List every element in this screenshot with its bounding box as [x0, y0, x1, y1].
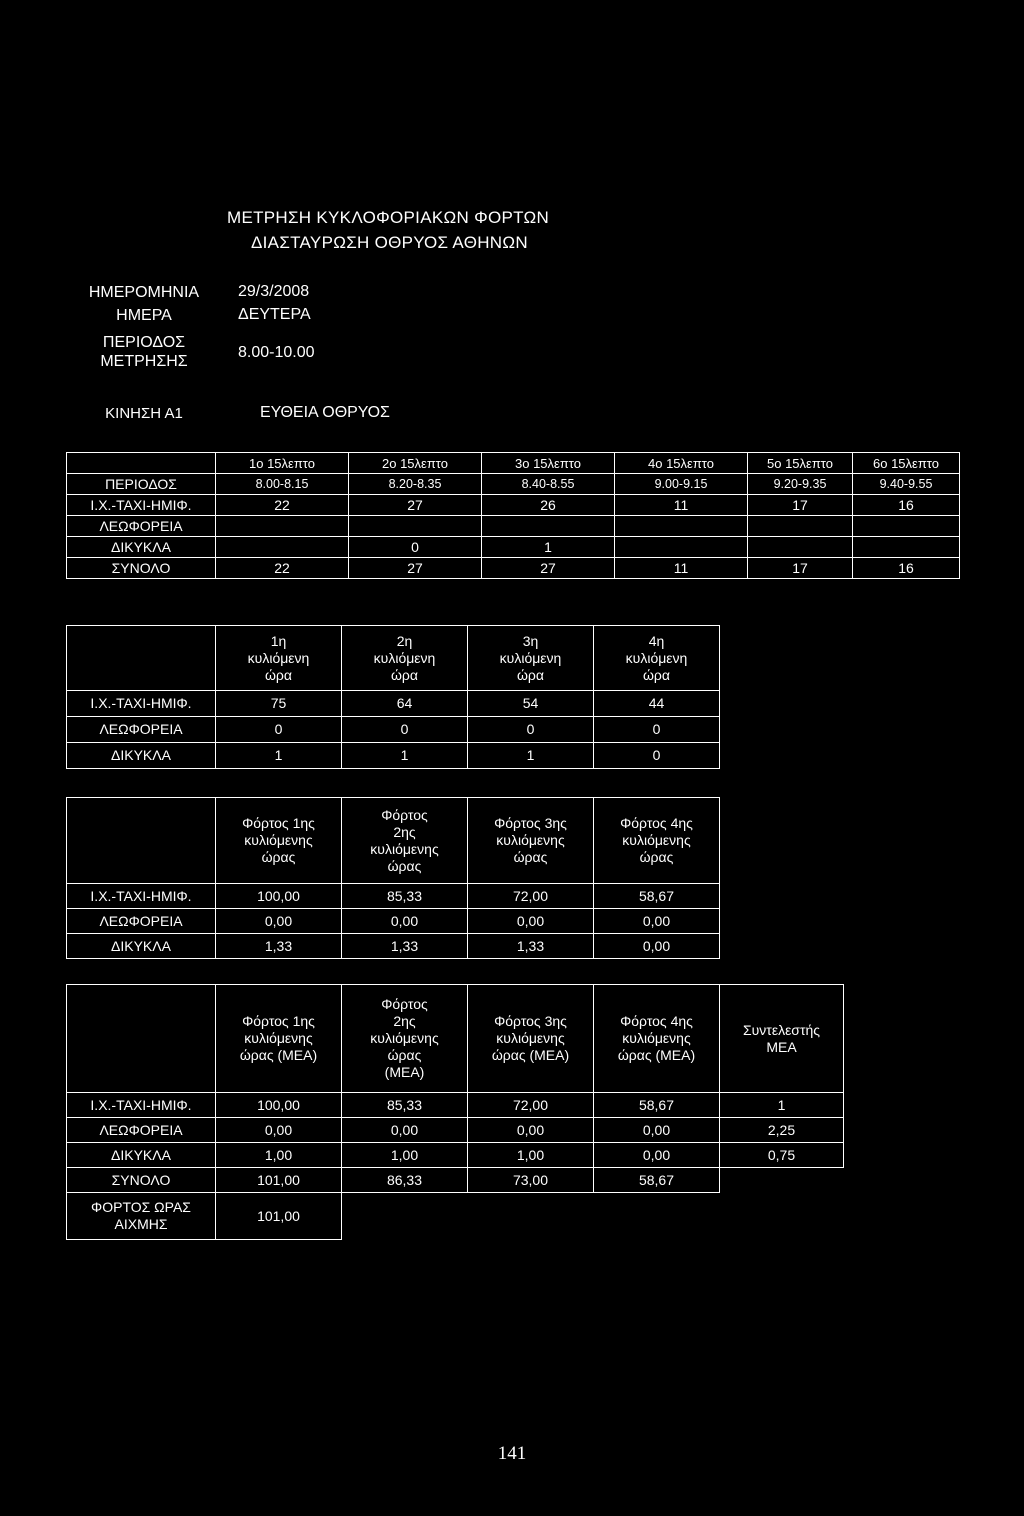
table-cell [482, 516, 615, 537]
table-cell: 9.00-9.15 [615, 474, 748, 495]
header-line: κυλιόμενη [247, 649, 310, 666]
table-cell: 1 [482, 537, 615, 558]
row-label: ΔΙΚΥΚΛΑ [67, 1143, 216, 1168]
table-cell: 0 [216, 717, 342, 743]
table-cell: 1,00 [216, 1143, 342, 1168]
header-empty [67, 626, 216, 691]
header-line: 3η [522, 632, 539, 649]
table-cell: 9.40-9.55 [853, 474, 960, 495]
header-cell [468, 985, 594, 1093]
header-line: ώρας [387, 1047, 422, 1063]
header-line: Φόρτος 1ης [242, 1013, 315, 1029]
blank-cell [594, 1193, 720, 1240]
blank-cell [720, 1193, 844, 1240]
header-line: Φόρτος 1ης [242, 815, 315, 831]
table-cell: 54 [468, 691, 594, 717]
header-line: ώρας (ΜΕΑ) [491, 1047, 570, 1063]
table-cell: 0 [468, 717, 594, 743]
period-label-line2: ΜΕΤΡΗΣΗΣ [100, 353, 188, 370]
table-cell: 73,00 [468, 1168, 594, 1193]
table-cell: 1 [720, 1093, 844, 1118]
header-cell [342, 798, 468, 884]
table-cell: 0,00 [594, 1118, 720, 1143]
row-label: ΛΕΩΦΟΡΕΙΑ [67, 717, 216, 743]
table-row [67, 884, 720, 909]
table-cell: 1,33 [216, 934, 342, 959]
header-empty [67, 985, 216, 1093]
header-line: κυλιόμενης [370, 840, 439, 857]
header-line: Φόρτος 4ης [620, 815, 693, 831]
peak-hour-label [67, 1193, 216, 1240]
header-line: κυλιόμενης [370, 1030, 439, 1046]
table-header-row [67, 798, 720, 884]
header-cell [468, 798, 594, 884]
peak-label-line: ΦΟΡΤΟΣ ΩΡΑΣ [91, 1199, 191, 1215]
table-cell: 0,00 [216, 1118, 342, 1143]
period-label-line1: ΠΕΡΙΟΔΟΣ [102, 334, 186, 351]
table-cell [216, 516, 349, 537]
header-empty [67, 798, 216, 884]
header-cell: 4ο 15λεπτο [615, 453, 748, 474]
table-cell: 17 [748, 495, 853, 516]
table-header-row [67, 985, 844, 1093]
table-row [67, 537, 960, 558]
movement-value: ΕΥΘΕΙΑ ΟΘΡΥΟΣ [260, 404, 390, 421]
header-cell [594, 798, 720, 884]
table-row [67, 1168, 844, 1193]
header-cell: 3ο 15λεπτο [482, 453, 615, 474]
table-cell: 8.00-8.15 [216, 474, 349, 495]
table-cell: 8.40-8.55 [482, 474, 615, 495]
header-line: ώρας [513, 849, 548, 865]
table-cell: 11 [615, 495, 748, 516]
header-line: κυλιόμενης [496, 832, 565, 848]
page-number: 141 [497, 1443, 527, 1464]
table-cell: 1,00 [468, 1143, 594, 1168]
table-row [67, 717, 720, 743]
header-line: Συντελεστής [742, 1021, 821, 1038]
header-line: 2ης [393, 1013, 416, 1029]
table-header-row [67, 626, 720, 691]
header-cell: 2ο 15λεπτο [349, 453, 482, 474]
table-row [67, 1193, 844, 1240]
header-line: Φόρτος 3ης [494, 1013, 567, 1029]
table-row [67, 516, 960, 537]
header-line: ώρας (ΜΕΑ) [617, 1047, 696, 1063]
table-cell: 27 [482, 558, 615, 579]
table-row [67, 743, 720, 769]
table-cell: 1 [342, 743, 468, 769]
table-cell: 17 [748, 558, 853, 579]
peak-hour-value: 101,00 [216, 1193, 342, 1240]
table-cell: 0,00 [468, 1118, 594, 1143]
day-label: ΗΜΕΡΑ [116, 307, 172, 324]
table-cell [748, 516, 853, 537]
table-row [67, 691, 720, 717]
header-line: 1η [270, 632, 287, 649]
header-line: κυλιόμενης [244, 1030, 313, 1046]
header-line: ΜΕΑ [766, 1038, 797, 1055]
row-label: Ι.Χ.-ΤΑΧΙ-ΗΜΙΦ. [67, 691, 216, 717]
table-cell [853, 537, 960, 558]
table-row [67, 934, 720, 959]
header-line: Φόρτος [381, 806, 428, 823]
header-line: 2ης [393, 823, 416, 840]
row-label: ΛΕΩΦΟΡΕΙΑ [67, 516, 216, 537]
header-line: κυλιόμενη [499, 649, 562, 666]
table-cell: 72,00 [468, 1093, 594, 1118]
header-empty [67, 453, 216, 474]
row-label: ΔΙΚΥΚΛΑ [67, 743, 216, 769]
header-cell: 1ο 15λεπτο [216, 453, 349, 474]
table-cell [615, 537, 748, 558]
table-cell: 0,75 [720, 1143, 844, 1168]
table-cell: 58,67 [594, 1093, 720, 1118]
period-label [72, 333, 216, 371]
table-cell: 101,00 [216, 1168, 342, 1193]
quarter-hour-table [66, 452, 960, 579]
table-row [67, 909, 720, 934]
peak-label-line: ΑΙΧΜΗΣ [114, 1216, 168, 1232]
header-line: ώρας (ΜΕΑ) [239, 1047, 318, 1063]
row-label: Ι.Χ.-ΤΑΧΙ-ΗΜΙΦ. [67, 1093, 216, 1118]
header-cell [216, 626, 342, 691]
table-cell: 0,00 [216, 909, 342, 934]
row-label: ΣΥΝΟΛΟ [67, 558, 216, 579]
header-line: ώρας [387, 857, 422, 874]
table-cell: 22 [216, 558, 349, 579]
table-cell [615, 516, 748, 537]
table-cell [748, 537, 853, 558]
table-cell: 0,00 [468, 909, 594, 934]
table-cell: 58,67 [594, 884, 720, 909]
table-cell: 100,00 [216, 884, 342, 909]
table-cell: 1 [216, 743, 342, 769]
table-cell: 1 [468, 743, 594, 769]
header-line: κυλιόμενης [496, 1030, 565, 1046]
header-cell [468, 626, 594, 691]
row-label: ΠΕΡΙΟΔΟΣ [67, 474, 216, 495]
table-cell: 1,33 [468, 934, 594, 959]
header-line: ώρα [643, 666, 670, 683]
table-row [67, 474, 960, 495]
period-value: 8.00-10.00 [238, 344, 315, 361]
table-row [67, 1093, 844, 1118]
table-row [67, 495, 960, 516]
header-cell [594, 626, 720, 691]
table-cell: 16 [853, 495, 960, 516]
header-cell: 6ο 15λεπτο [853, 453, 960, 474]
table-cell [349, 516, 482, 537]
header-cell [216, 798, 342, 884]
header-line: κυλιόμενη [373, 649, 436, 666]
table-cell: 2,25 [720, 1118, 844, 1143]
document-title-line1: ΜΕΤΡΗΣΗ ΚΥΚΛΟΦΟΡΙΑΚΩΝ ΦΟΡΤΩΝ [227, 208, 550, 227]
table-cell: 0,00 [594, 934, 720, 959]
table-cell: 16 [853, 558, 960, 579]
row-label: ΔΙΚΥΚΛΑ [67, 537, 216, 558]
table-cell: 0,00 [342, 1118, 468, 1143]
header-line: κυλιόμενης [622, 832, 691, 848]
date-value: 29/3/2008 [238, 283, 310, 300]
table-cell: 0 [342, 717, 468, 743]
table-cell: 100,00 [216, 1093, 342, 1118]
table-cell: 0,00 [594, 1143, 720, 1168]
header-cell [216, 985, 342, 1093]
header-line: κυλιόμενη [625, 649, 688, 666]
row-label: Ι.Χ.-ΤΑΧΙ-ΗΜΙΦ. [67, 495, 216, 516]
blank-cell [468, 1193, 594, 1240]
header-line: Φόρτος 4ης [620, 1013, 693, 1029]
table-cell: 11 [615, 558, 748, 579]
row-label: ΛΕΩΦΟΡΕΙΑ [67, 909, 216, 934]
table-cell: 58,67 [594, 1168, 720, 1193]
header-line: ώρα [517, 666, 544, 683]
table-cell: 0,00 [342, 909, 468, 934]
pce-load-table [66, 984, 844, 1240]
header-cell [594, 985, 720, 1093]
header-cell [342, 985, 468, 1093]
table-cell: 1,00 [342, 1143, 468, 1168]
table-cell: 26 [482, 495, 615, 516]
table-header-row [67, 453, 960, 474]
table-cell: 72,00 [468, 884, 594, 909]
blank-cell [342, 1193, 468, 1240]
table-cell: 0,00 [594, 909, 720, 934]
date-label: ΗΜΕΡΟΜΗΝΙΑ [88, 284, 200, 301]
header-line: ώρας [639, 849, 674, 865]
table-row [67, 1118, 844, 1143]
rolling-hour-table [66, 625, 720, 769]
table-cell: 9.20-9.35 [748, 474, 853, 495]
table-cell: 75 [216, 691, 342, 717]
header-line: κυλιόμενης [622, 1030, 691, 1046]
table-cell: 44 [594, 691, 720, 717]
table-row [67, 558, 960, 579]
rolling-hour-load-table [66, 797, 720, 959]
header-line: ώρα [391, 666, 418, 683]
header-line: 4η [648, 632, 665, 649]
table-cell: 0 [594, 717, 720, 743]
header-line: ώρας [261, 849, 296, 865]
table-cell: 86,33 [342, 1168, 468, 1193]
table-cell: 22 [216, 495, 349, 516]
header-cell [720, 985, 844, 1093]
document-title-line2: ΔΙΑΣΤΑΥΡΩΣΗ ΟΘΡΥΟΣ ΑΘΗΝΩΝ [251, 233, 528, 252]
header-line: (ΜΕΑ) [384, 1064, 425, 1080]
table-cell: 85,33 [342, 884, 468, 909]
row-label: ΔΙΚΥΚΛΑ [67, 934, 216, 959]
day-value: ΔΕΥΤΕΡΑ [238, 306, 311, 323]
table-cell: 8.20-8.35 [349, 474, 482, 495]
table-cell: 85,33 [342, 1093, 468, 1118]
row-label: Ι.Χ.-ΤΑΧΙ-ΗΜΙΦ. [67, 884, 216, 909]
header-cell [342, 626, 468, 691]
table-cell: 0 [349, 537, 482, 558]
table-cell [720, 1168, 844, 1193]
table-row [67, 1143, 844, 1168]
header-line: Φόρτος 3ης [494, 815, 567, 831]
header-cell: 5ο 15λεπτο [748, 453, 853, 474]
table-cell: 64 [342, 691, 468, 717]
header-line: κυλιόμενης [244, 832, 313, 848]
table-cell: 27 [349, 495, 482, 516]
table-cell [216, 537, 349, 558]
table-cell [853, 516, 960, 537]
header-line: 2η [396, 632, 413, 649]
table-cell: 27 [349, 558, 482, 579]
table-cell: 0 [594, 743, 720, 769]
header-line: Φόρτος [381, 996, 428, 1012]
table-cell: 1,33 [342, 934, 468, 959]
movement-label: ΚΙΝΗΣΗ Α1 [105, 405, 183, 422]
row-label: ΛΕΩΦΟΡΕΙΑ [67, 1118, 216, 1143]
row-label: ΣΥΝΟΛΟ [67, 1168, 216, 1193]
header-line: ώρα [265, 666, 292, 683]
